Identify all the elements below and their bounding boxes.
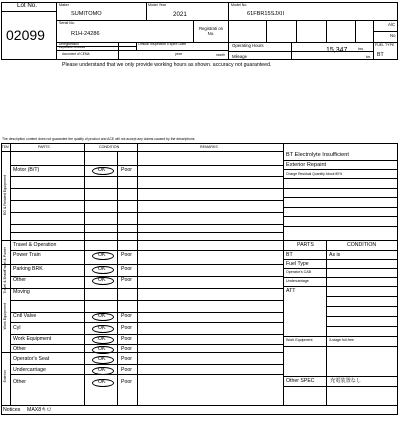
divider <box>326 240 327 405</box>
row-divider <box>10 212 283 213</box>
lot-number: 02099 <box>6 27 45 43</box>
row-divider <box>10 312 283 313</box>
poor-label: Poor <box>121 379 132 385</box>
col-parts: PARTS <box>38 145 50 149</box>
divider <box>291 42 292 60</box>
part-other-3: Other <box>13 379 26 385</box>
section-power: Travel & Power <box>3 247 7 272</box>
row-divider <box>10 176 283 177</box>
row-divider <box>10 364 283 365</box>
divider <box>283 226 398 227</box>
ok-label: OK <box>98 336 106 342</box>
divider <box>56 50 228 51</box>
divider <box>283 277 398 278</box>
divider <box>283 336 398 337</box>
model-year-label: Model Year <box>148 3 166 7</box>
parts-att: ATT <box>286 288 296 294</box>
divider <box>1 151 283 152</box>
remark-bt-electrolyte: BT Electrolyte Insufficient <box>286 152 349 158</box>
ok-label: OK <box>98 252 106 258</box>
remark-charge-residual: Charge Residual Quantity About 80% <box>286 172 343 176</box>
parts-work-equipment: Work Equipment <box>286 338 313 342</box>
year-label: year <box>175 52 182 56</box>
row-divider <box>10 276 283 277</box>
part-travel-operation: Travel & Operation <box>13 242 57 248</box>
hours-value: 15,347 <box>326 47 348 54</box>
row-divider <box>10 200 283 201</box>
section-divider <box>1 264 283 265</box>
poor-label: Poor <box>121 356 132 362</box>
divider <box>283 386 398 387</box>
col-remarks: REMARKS <box>200 145 218 149</box>
ok-label: OK <box>98 367 106 373</box>
ok-label: OK <box>98 266 106 272</box>
fuel-type-label: FUEL TYPE <box>375 43 395 47</box>
mileage-unit: km <box>366 55 371 59</box>
divider <box>283 376 398 377</box>
row-divider <box>10 250 283 251</box>
divider <box>283 250 398 251</box>
poor-label: Poor <box>121 277 132 283</box>
row-divider <box>10 188 283 189</box>
model-year-value: 2021 <box>173 11 187 18</box>
ac-value: No <box>390 33 396 38</box>
inspection-label: Official Inspection Expire Date <box>138 42 187 46</box>
remark-exterior-repaint: Exterior Repaint <box>286 162 327 168</box>
divider <box>56 2 57 60</box>
divider <box>283 178 398 179</box>
section-divider <box>1 240 283 241</box>
parts-fuel-type: Fuel Type <box>286 261 309 267</box>
part-moving: Moving <box>13 289 30 295</box>
divider <box>373 31 398 32</box>
part-cntl-valve: Cntl Valve <box>13 313 37 319</box>
divider <box>84 143 85 405</box>
section-divider <box>1 288 283 289</box>
row-divider <box>10 232 283 233</box>
divider <box>137 143 138 405</box>
hours-unit: hrs <box>358 47 363 51</box>
divider <box>283 188 398 189</box>
row-divider <box>10 322 283 323</box>
parts-other-spec-condition: 充電装置なし <box>330 378 362 384</box>
fuel-type-value: BT <box>377 52 384 58</box>
row-divider <box>10 334 283 335</box>
divider <box>283 268 398 269</box>
section-divider <box>1 352 283 353</box>
divider <box>283 259 398 260</box>
ok-label: OK <box>98 346 106 352</box>
lot-label: Lot No. <box>17 2 37 9</box>
part-cyl: Cyl <box>13 325 21 331</box>
divider <box>118 42 119 60</box>
parts-work-equipment-condition: 3-stage full-free <box>329 338 354 342</box>
parts-bt: BT <box>286 252 293 258</box>
divider <box>355 20 356 42</box>
divider <box>283 286 398 287</box>
cema-label: document of CEMA <box>62 52 90 56</box>
divider <box>296 20 297 42</box>
poor-label: Poor <box>121 346 132 352</box>
divider <box>56 42 398 43</box>
divider <box>283 169 398 170</box>
divider <box>193 20 194 42</box>
divider <box>136 42 137 50</box>
divider <box>266 20 267 42</box>
row-divider <box>10 344 283 345</box>
hours-notice: Please understand that we only provide working hours as shown. accuracy not guaranteed. <box>62 62 272 68</box>
month-label: month <box>216 53 225 57</box>
divider <box>326 20 327 42</box>
part-power-train: Power Train <box>13 252 41 258</box>
divider <box>228 51 373 52</box>
poor-label: Poor <box>121 167 132 173</box>
poor-label: Poor <box>121 313 132 319</box>
model-no-value: 61FBR15SJXII <box>247 11 284 17</box>
ok-label: OK <box>98 379 106 385</box>
condition-header: CONDITION <box>347 242 377 248</box>
serial-label: Serial No. <box>59 21 75 25</box>
section-work: Work Equipment <box>3 303 7 330</box>
parts-header: PARTS <box>297 242 314 248</box>
divider <box>283 197 398 198</box>
divider <box>326 296 398 297</box>
part-other-1: Other <box>13 277 26 283</box>
parts-operator-cab: Operator's CAB <box>286 270 312 274</box>
divider <box>117 151 118 405</box>
divider <box>326 316 398 317</box>
ok-label: OK <box>98 277 106 283</box>
divider <box>1 11 56 12</box>
divider <box>10 143 11 405</box>
col-item: ITEM <box>1 145 9 149</box>
part-other-2: Other <box>13 346 26 352</box>
part-undercarriage: Undercarriage <box>13 367 46 373</box>
divider <box>283 216 398 217</box>
dereg-label: Deregistration <box>59 42 79 46</box>
ok-label: OK <box>98 356 106 362</box>
divider <box>373 20 374 60</box>
parts-undercarriage: Undercarriage <box>286 279 309 283</box>
parts-other-spec: Other SPEC <box>286 378 315 384</box>
parts-bt-condition: As is <box>329 252 341 258</box>
ok-label: OK <box>98 325 106 331</box>
part-work-equipment: Work Equipment <box>13 336 52 342</box>
mileage-label: Mileage <box>232 54 248 59</box>
divider <box>326 326 398 327</box>
part-operator-seat: Operator's Seat <box>13 356 50 362</box>
row-divider <box>10 224 283 225</box>
model-no-label: Model No. <box>231 3 248 7</box>
poor-label: Poor <box>121 252 132 258</box>
part-motor: Motor (B/T) <box>13 167 40 173</box>
divider <box>1 405 398 406</box>
divider <box>283 346 398 347</box>
hours-label: Operating Hours <box>232 43 264 48</box>
divider <box>283 207 398 208</box>
disclaimer: The description content does not guarantee the quality of product and ACE will not accept any claims caused by the descriptions. <box>2 137 196 141</box>
divider <box>283 160 398 161</box>
notices-value: MAX8キロ <box>27 407 52 413</box>
poor-label: Poor <box>121 336 132 342</box>
maker-value: SUMITOMO <box>71 11 102 17</box>
part-parking-brk: Parking BRK <box>13 266 43 272</box>
divider <box>283 143 284 405</box>
row-divider <box>10 300 283 301</box>
dereg-sub-label: Registration Certificate <box>59 46 86 49</box>
section-exterior: Exterior <box>3 370 7 383</box>
ok-label: OK <box>98 313 106 319</box>
serial-value: R1H-24286 <box>71 31 100 37</box>
section-eg: EG & Related Equipment <box>3 175 7 216</box>
divider <box>146 2 147 20</box>
row-divider <box>10 165 283 166</box>
divider <box>56 20 398 21</box>
poor-label: Poor <box>121 367 132 373</box>
section-brake: Travel & Brake <box>3 270 7 294</box>
registration-label: Registrati on No. <box>198 26 224 37</box>
divider <box>283 240 398 241</box>
poor-label: Poor <box>121 325 132 331</box>
maker-label: Maker <box>59 3 69 7</box>
divider <box>326 306 398 307</box>
col-condition: CONDITION <box>99 145 120 149</box>
ac-label: A/C <box>388 22 396 27</box>
row-divider <box>10 374 283 375</box>
ok-label: OK <box>98 167 106 173</box>
poor-label: Poor <box>121 266 132 272</box>
notices-label: Notices <box>3 407 21 413</box>
